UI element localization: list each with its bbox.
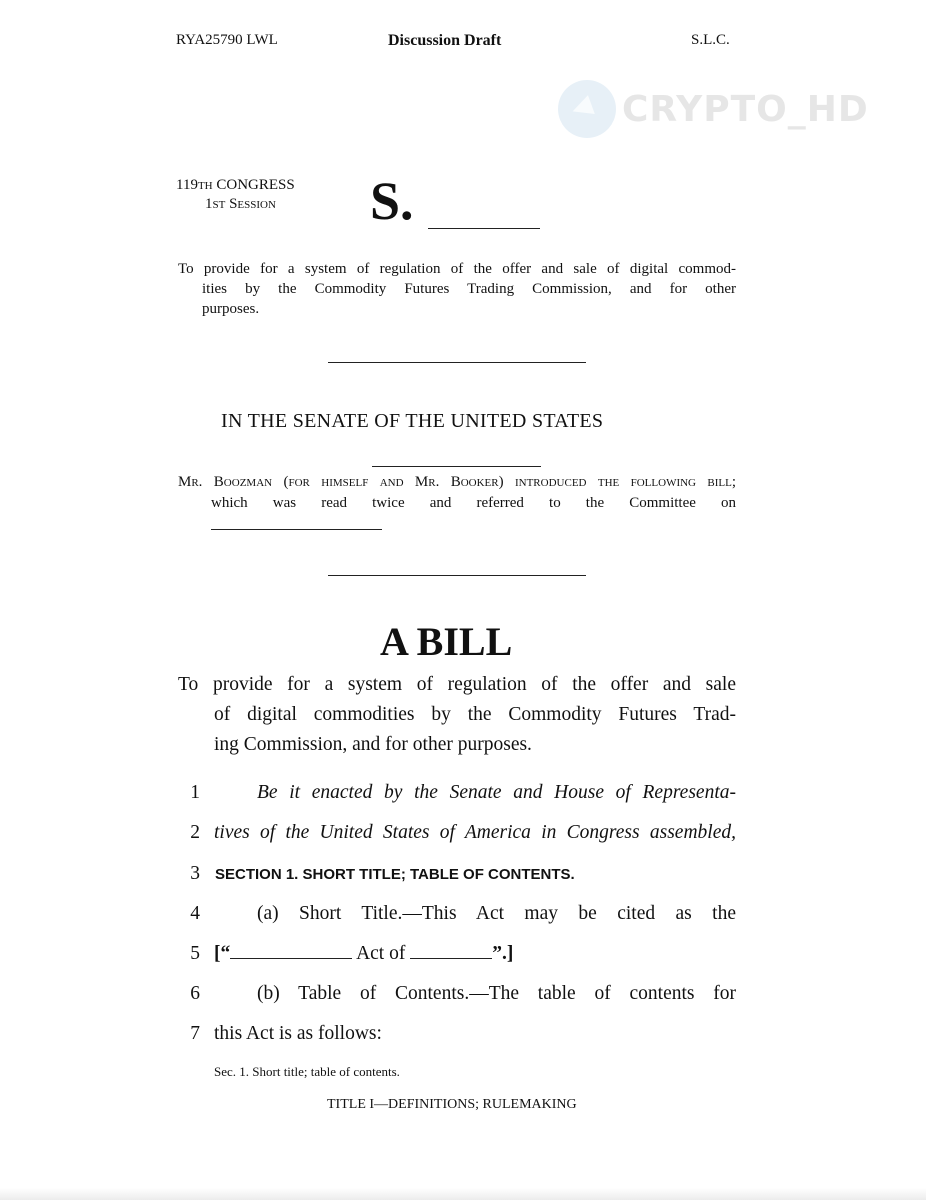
line-number: 2 xyxy=(190,822,200,843)
close-bracket: ”.] xyxy=(492,943,514,964)
congress-number: 119th CONGRESS xyxy=(176,177,295,193)
purpose-line: To provide for a system of regulation of the offer and sale of digital commod- xyxy=(178,261,736,277)
introduction-line: which was read twice and referred to the Committee on xyxy=(211,495,736,511)
toc-intro: this Act is as follows: xyxy=(214,1023,382,1044)
open-bracket: [“ xyxy=(214,943,231,964)
divider xyxy=(372,466,541,467)
act-of-text: Act of xyxy=(356,943,406,964)
line-number: 3 xyxy=(190,863,200,884)
toc-title-heading: TITLE I—DEFINITIONS; RULEMAKING xyxy=(327,1097,577,1112)
watermark xyxy=(558,80,869,138)
introduction-line: Mr. Boozman (for himself and Mr. Booker) introduced the following bill; xyxy=(178,474,736,490)
telegram-icon xyxy=(558,80,616,138)
line-number: 5 xyxy=(190,943,200,964)
purpose-line: ities by the Commodity Futures Trading Commission, and for other xyxy=(202,281,736,297)
line-number: 6 xyxy=(190,983,200,1004)
purpose-line: of digital commodities by the Commodity Futures Trad- xyxy=(214,704,736,725)
doc-id: RYA25790 LWL xyxy=(176,32,278,48)
draft-label: Discussion Draft xyxy=(388,32,502,49)
purpose-line: ing Commission, and for other purposes. xyxy=(214,734,532,755)
line-number: 4 xyxy=(190,903,200,924)
chamber-heading: IN THE SENATE OF THE UNITED STATES xyxy=(221,410,604,432)
line-number: 1 xyxy=(190,782,200,803)
page-edge xyxy=(0,1188,926,1200)
slc-label: S.L.C. xyxy=(691,32,730,48)
enacting-clause: tives of the United States of America in Congress assembled, xyxy=(214,822,736,843)
act-name-line xyxy=(214,943,513,965)
committee-blank xyxy=(211,529,382,530)
session: 1st Session xyxy=(205,196,276,212)
watermark-text: CRYPTO_HD xyxy=(622,88,869,130)
purpose-line: purposes. xyxy=(202,301,260,317)
divider xyxy=(328,362,586,363)
short-title-text: (a) Short Title.—This Act may be cited as the xyxy=(257,903,736,924)
divider xyxy=(328,575,586,576)
purpose-line: To provide for a system of regulation of the offer and sale xyxy=(178,674,736,695)
line-number: 7 xyxy=(190,1023,200,1044)
section-heading: SECTION 1. SHORT TITLE; TABLE OF CONTENTS. xyxy=(215,866,575,883)
bill-number-blank xyxy=(428,228,540,229)
toc-entry: Sec. 1. Short title; table of contents. xyxy=(214,1064,400,1079)
toc-intro: (b) Table of Contents.—The table of contents for xyxy=(257,983,736,1004)
bill-prefix: S. xyxy=(370,171,414,231)
enacting-clause: Be it enacted by the Senate and House of Representa- xyxy=(257,782,736,803)
bill-title: A BILL xyxy=(380,619,513,664)
